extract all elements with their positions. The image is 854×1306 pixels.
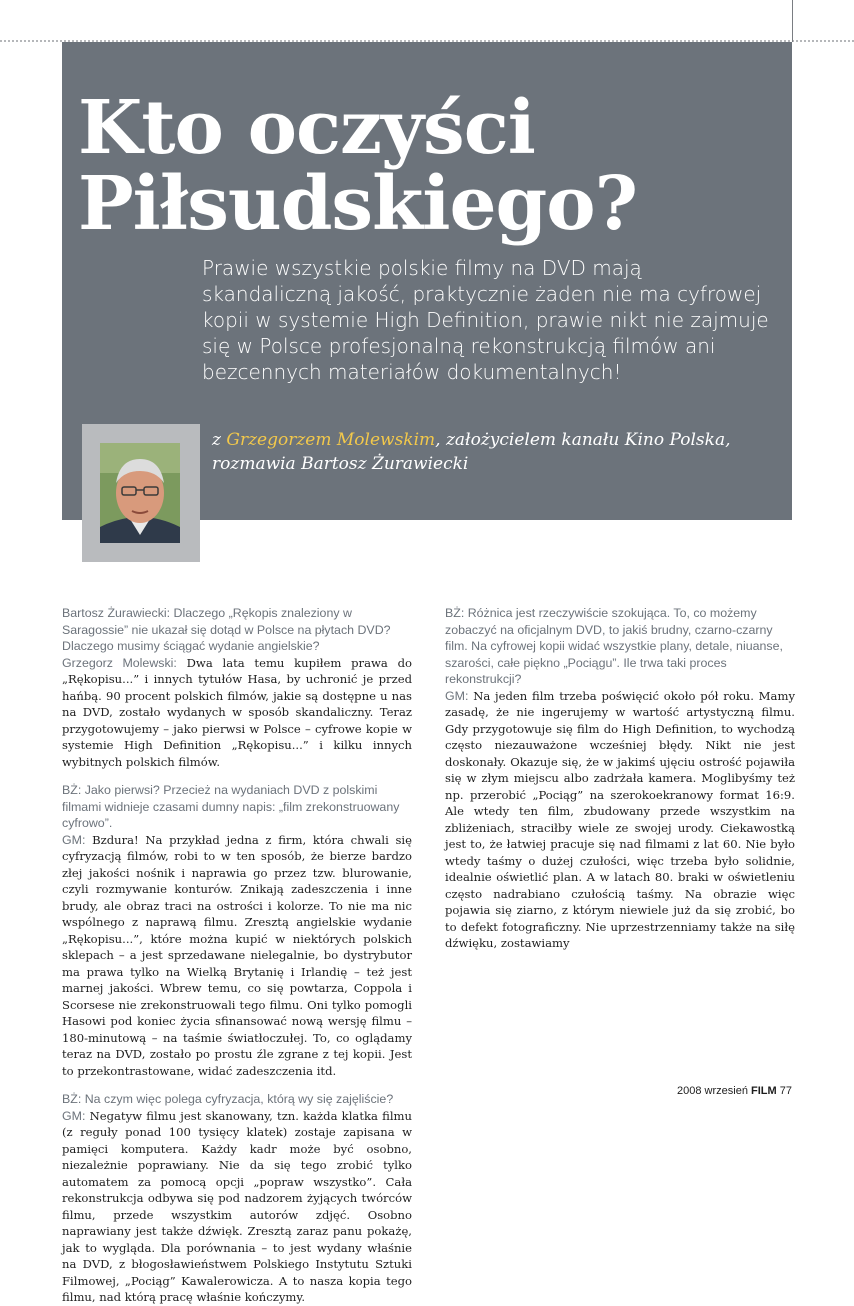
article-column-right [445, 605, 795, 952]
lead-paragraph: Prawie wszystkie polskie filmy na DVD mają skandaliczną jakość, praktycznie żaden nie ma cyfrowej kopii w systemie High Definition, prawie nikt nie zajmuje się w Polsce profesjonalną rekonstrukcją filmów ani bezcennych materiałów dokumentalnych! [202, 256, 769, 384]
credit-description: , założycielem kanału Kino Polska, [435, 430, 731, 450]
answer-4-text: Na jeden film trzeba poświęcić około pół roku. Mamy zasadę, że nie ingerujemy w wartość artystyczną filmu. Gdy przygotowuje się film do High Definition, to wychodzą często niezauważone wcześniej błędy. Nikt nie jest doskonały. Okazuje się, że w jakimś ujęciu ostrość pojawiła się w złym miejscu albo zadrżała kamera. Moglibyśmy też np. przerobić „Pociąg” na szerokoekranowy format 16:9. Ale wtedy ten film, zbudowany przede wszystkim na zbliżeniach, straciłby wiele ze swojej urody. Ciekawostką jest to, że łatwiej pracuje się nad filmami z lat 60. Nie było wtedy taśmy o dużej czułości, więc trzeba było solidnie, idealnie oświetlić plan. A w latach 80. braki w oświetleniu często nadrabiano czułością taśmy. Na obrazie więc pojawia się ziarno, z którym niewiele już da się zrobić, bo to defekt fotograficzny. Nie uprzestrzenniamy także na siłę dźwięku, zostawiamy [445, 688, 796, 950]
footer-magazine: FILM [751, 1085, 777, 1097]
question-4: BŻ: Różnica jest rzeczywiście szokująca. To, co możemy zobaczyć na oficjalnym DVD, to jakiś brudny, czarno-czarny film. Na cyfrowej kopii widać wszystkie plany, detale, niuanse, szarości, całe piękno „Pociągu”. Ile trwa taki proces rekonstrukcji? [445, 606, 783, 686]
answer-1-speaker: Grzegorz Molewski: [62, 655, 177, 670]
answer-4 [445, 688, 795, 952]
credit-prefix: z [212, 430, 221, 450]
answer-2-speaker: GM: [62, 832, 86, 847]
page-number: 77 [779, 1085, 792, 1097]
portrait-illustration [100, 443, 180, 543]
answer-3-speaker: GM: [62, 1108, 86, 1123]
question-3: BŻ: Na czym więc polega cyfryzacja, którą wy się zajęliście? [62, 1092, 394, 1106]
credit-interviewer: rozmawia Bartosz Żurawiecki [212, 454, 469, 474]
headline-line-1: Kto oczyści [78, 85, 535, 171]
headline-line-2: Piłsudskiego? [78, 161, 638, 247]
question-1: Bartosz Żurawiecki: Dlaczego „Rękopis znaleziony w Saragossie” nie ukazał się dotąd w Polsce na płytach DVD? Dlaczego musimy ściągać wydanie angielskie? [62, 606, 391, 653]
answer-2 [62, 832, 412, 1080]
answer-3-text: Negatyw filmu jest skanowany, tzn. każda klatka filmu (z reguły ponad 100 tysięcy klatek) zostaje zapisana w pamięci komputera. Każdy kadr może być osobno, niezależnie poprawiany. Nie da się tego zrobić tylko automatem za pomocą opcji „popraw wszystko”. Cała rekonstrukcja odbywa się pod nadzorem żyjących twórców filmu, przede wszystkim autorów zdjęć. Osobno naprawiany jest także dźwięk. Zresztą zaraz panu pokażę, jak to wygląda. Dla porównania – to jest wydany właśnie na DVD, z błogosławieństwem Polskiego Instytutu Sztuki Filmowej, „Pociąg” Kawalerowicza. A to nasza kopia tego filmu, nad którą pracę właśnie kończymy. [62, 1108, 412, 1304]
article-column-left [62, 605, 412, 1306]
answer-3-start [62, 1108, 412, 1306]
answer-4-speaker: GM: [445, 688, 469, 703]
footer-date: 2008 wrzesień [677, 1085, 748, 1097]
credit-interviewee-name: Grzegorzem Molewskim [226, 430, 436, 450]
interview-credit [212, 428, 772, 476]
headline [78, 85, 788, 247]
answer-1-text: Dwa lata temu kupiłem prawa do „Rękopisu...” i innych tytułów Hasa, by uchronić je przed hańbą. 90 procent polskich filmów, jakie są dostępne u nas na DVD, zostało wydanych w sposób skandaliczny. Teraz przygotowujemy – jako pierwsi w Polsce – cyfrowe kopie w systemie High Definition „Rękopisu...” i kilku innych wybitnych polskich filmów. [62, 655, 412, 769]
answer-1 [62, 655, 412, 771]
corner-rule [792, 0, 793, 42]
page-footer [677, 1085, 792, 1097]
question-2: BŻ: Jako pierwsi? Przecież na wydaniach DVD z polskimi filmami widnieje czasami dumny napis: „film zrekonstruowany cyfrowo”. [62, 783, 400, 830]
answer-2-text: Bzdura! Na przykład jedna z firm, która chwali się cyfryzacją filmów, robi to w ten sposób, że bierze bardzo złej jakości nośnik i naprawia go przez tzw. blurowanie, czyli rozmywanie konturów. Znikają zadeszczenia i inne brudy, ale obraz traci na ostrości i kolorze. To nie ma nic wspólnego z naprawą filmu. Zresztą angielskie wydanie „Rękopisu...”, które można kupić w niektórych polskich sklepach – a jest sprzedawane nielegalnie, bo dystrybutor ma prawa tylko na Wielką Brytanię i Irlandię – też jest marnej jakości. Wbrew temu, co się powtarza, Coppola i Scorsese nie zrekonstruowali tego filmu. Oni tylko pomogli Hasowi pod koniec życia sfinansować nową wersję filmu – 180-minutową – na taśmie światłoczułej. To, co oglądamy teraz na DVD, zostało po prostu źle zgrane z tej kopii. Jest to przekontrastowane, widać zadeszczenia itd. [62, 832, 413, 1078]
portrait-photo [100, 443, 180, 543]
